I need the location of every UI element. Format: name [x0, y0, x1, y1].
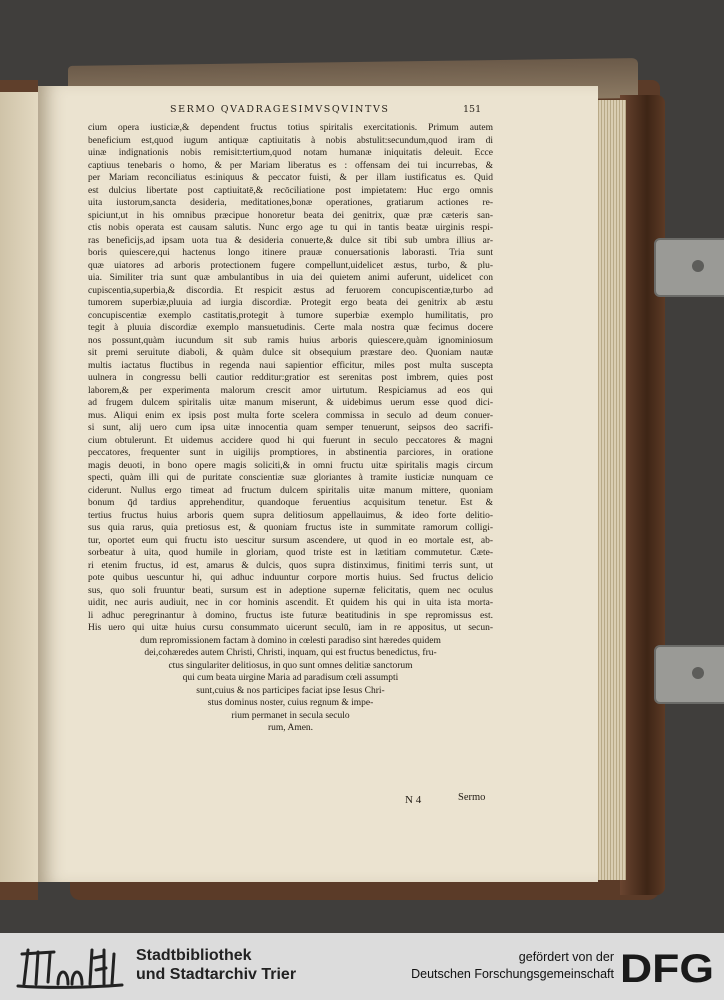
- library-logo-icon: [14, 944, 126, 992]
- text-line: rium permanet in secula seculo: [231, 710, 350, 721]
- text-line: sit premi seruitute diaboli, & quàm dulce sit obsequium præstare deo. Quoniam nautæ: [88, 348, 493, 358]
- text-line: ctus singulariter delitiosus, in quo sunt omnes delitiæ sanctorum: [168, 660, 413, 671]
- clasp-icon: [654, 645, 724, 704]
- text-line: stus dominus noster, cuius regnum & impe-: [207, 698, 374, 708]
- text-line: cupiscentia,superbia,& discordia. Et respicit æstus ad feruorem concupiscentiæ,turbo ad: [88, 285, 493, 296]
- text-line: nos possunt,quàm iucundum sit sub ramis huius arboris quiescere,quàm ignominiosum: [88, 335, 493, 346]
- text-line: boris quiescere,qui hactenus longo itinere prauæ conuersationis laborasti. Tria sunt: [88, 248, 493, 258]
- text-line: si sunt, alij uero cum ipsa uitæ innocentia quam semper tenuerunt, seipsos deo sacrifi-: [88, 423, 493, 433]
- text-line: ctis nobis operata est causam salutis. Nunc ergo age tu qui in tantis beatæ uirginis respi-: [88, 223, 493, 233]
- text-line: bonum q̄d tardius apprehenditur, quandoque feruentius acquisitum tenetur. Est &: [88, 498, 493, 508]
- text-line: li adhuc peregrinantur à domino, fructus iste futuræ beatitudinis in spe repromissus est.: [88, 610, 493, 621]
- clasp-icon: [654, 238, 724, 297]
- text-line: multis iactatus fluctibus in regenda naui sapientior efficitur, miles post multa suscepta: [88, 360, 493, 371]
- running-title: SERMO QVADRAGESIMVSQVINTVS: [170, 104, 390, 115]
- text-line: specti, quàm illi qui de puritate conscientiæ suæ gloriantes à tramite iusticiæ nunquam ce: [88, 473, 493, 483]
- text-line: ri etenim fructus, id est, amarus & dulcis, quos supra distinximus, finitimi terris sunt, ut: [88, 560, 493, 571]
- closing-text: [88, 635, 493, 735]
- text-line: concupiscentiæ exemplo castitatis,protegit à tumore superbiæ exemplo humilitatis, pro: [88, 310, 493, 321]
- text-line: uidit, nec auris audiuit, nec in cor hominis ascendit. Et quidem his qui in uita ista morta-: [88, 598, 493, 608]
- text-line: tumorem superbiæ,pluuia ad iurgia discordiæ. Protegit ergo beata dei genitrix ab æstu: [88, 298, 493, 308]
- funding-line2: Deutschen Forschungsgemeinschaft: [411, 967, 614, 981]
- text-line: cium obtulerunt. Et uidemus accidere quod hi qui fuerunt in seculo peccatores & magni: [88, 435, 493, 446]
- body-text: [88, 122, 493, 635]
- dfg-logo-text: DFG: [620, 947, 714, 988]
- text-line: uinæ indignationis nobis remisit:tertium,quod notam humanæ iniquitatis deleuit. Ecce: [88, 148, 493, 158]
- text-line: uita iustorum,sancta desideria, meditationes,bonæ operationes, gratiarum actiones re-: [88, 198, 493, 208]
- text-line: captiuus tenebaris o homo, & per Mariam liberatus es : offensam dei tui incurrebas, &: [88, 160, 493, 171]
- text-line: ras beneficijs,ad ipsam uota tua & desideria conuerte,& dulce sit tibi sub umbra illius ar-: [88, 235, 493, 246]
- book-spine-edge: [620, 95, 665, 895]
- text-line: laborem,& per experimenta malorum crescit amor uirtutum. Respiciamus ad eos qui: [88, 385, 493, 396]
- text-line: sunt,cuius & nos participes faciat ipse Iesus Chri-: [196, 685, 385, 696]
- text-line: tertius fructus huius arboris quem supra delitiosum appellauimus, & ideo forte delitio-: [88, 510, 493, 521]
- text-line: spiciunt,ut in his omnibus præcipue honoretur beata dei genitrix, quæ præ cæteris san-: [88, 210, 493, 221]
- text-line: peccatores, frequenter sunt in uigilijs promptiores, in abstinentia parciores, in oratione: [88, 448, 493, 458]
- library-name-line2: und Stadtarchiv Trier: [136, 966, 297, 983]
- funding-note: [372, 949, 614, 983]
- folio-number: 151: [463, 104, 482, 115]
- text-line: sorbeatur à uita, quod humile in gloriam, quod triste est in lætitiam commutetur. Cæte-: [88, 548, 493, 558]
- dfg-logo: [620, 946, 716, 988]
- text-line: His uero qui uitæ huius cursu consummato uicerunt seculū, iam in re appositus, ut secun-: [88, 623, 493, 633]
- text-line: tegit à pluuia discordiæ exemplo mansuetudinis. Certe mala nostra quæ fecimus docere: [88, 323, 493, 333]
- text-line: magis deuoti, in bono opere magis soliciti,& in omni fructu uitæ spiritalis magis circum: [88, 460, 493, 471]
- text-line: rum, Amen.: [267, 723, 314, 733]
- text-line: ciderunt. Nullus ergo timeat ad fructum dulcem spiritalis uitæ manum mittere, quoniam: [88, 485, 493, 496]
- text-line: cium opera iusticiæ,& dependent fructus totius spiritalis exercitationis. Primum autem: [88, 123, 493, 133]
- text-line: per Mariam reconciliatus es:iniquus & peccator fuisti, & per illam iustificatus es. Quid: [88, 173, 493, 183]
- text-line: mus. Aliqui enim ex ipsis post multa forte scelera commissa in seculo ad deum conuer-: [88, 410, 493, 421]
- text-line: sus, quo soli fruuntur beati, sursum est in adeptione supernæ felicitatis, quem nec oculus: [88, 585, 493, 596]
- text-line: qui cum beata uirgine Maria ad paradisum cœli assumpti: [182, 673, 399, 683]
- text-line: sus quia rarus, quia pretiosus est, & quoniam fructus iste in summitate ramorum colligi-: [88, 523, 493, 533]
- text-line: dei,cohæredes autem Christi, Christi, inquam, qui est fructus benedictus, fru-: [144, 648, 437, 658]
- text-line: ad frugem dulcem spiritalis uitæ manum miserunt, & uidebimus uerum esse quod dici-: [88, 398, 493, 408]
- catchword: Sermo: [458, 792, 486, 803]
- text-line: quæ uiatores ad arboris protectionem fugere compellunt,uidelicet æstus, turbo, & plu-: [88, 260, 493, 271]
- text-line: est dulcius libertate post captiuitatē,& recōciliatione post impietatem: Huc ergo omnis: [88, 185, 493, 196]
- funding-line1: gefördert von der: [518, 950, 614, 964]
- text-line: pote quibus uescuntur hi, qui adhuc induuntur corpore mortis huius. Sed fructus delicio: [88, 573, 493, 583]
- text-line: beneficium est,quod iugum antiquæ captiuitatis à nobis abstulit:secundum,quod iram di: [88, 135, 493, 146]
- text-line: tur, oportet eum qui fructu isto uescitur sursum ascendere, ut quod in eo mortale est, ab-: [88, 535, 493, 546]
- library-name: [136, 946, 296, 984]
- library-name-line1: Stadtbibliothek: [136, 947, 252, 964]
- signature-mark: N 4: [405, 794, 422, 806]
- text-line: uia. Similiter tria sunt quæ ambulantibus in uia dei quietem animi auferunt, uidelicet con: [88, 273, 493, 283]
- text-line: uulnera in congressu belli cautior redditur:gratior est serenitas post imbrem, quies post: [88, 373, 493, 383]
- text-line: dum repromissionem factam à domino in cœlesti paradiso sint hæredes quidem: [140, 635, 441, 646]
